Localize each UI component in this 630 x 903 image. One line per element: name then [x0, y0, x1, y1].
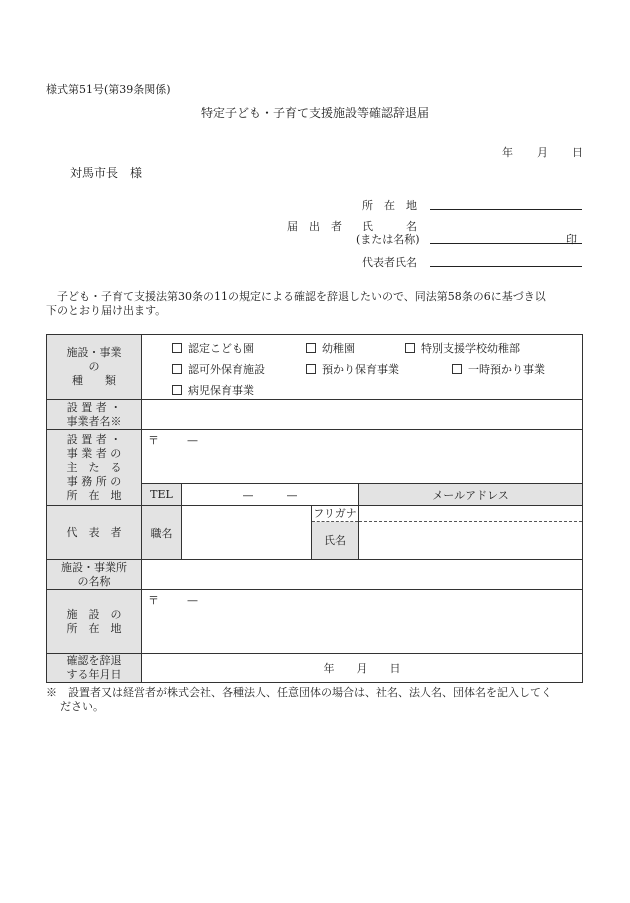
position-label: 職名	[142, 506, 182, 560]
office-address-label: 設 置 者 ・ 事 業 者 の 主 た る 事 務 所 の 所 在 地	[47, 430, 142, 506]
checkbox[interactable]	[306, 364, 316, 374]
applicant-address-label: 所 在 地	[362, 199, 417, 212]
rep-name-label: 氏名	[312, 522, 358, 559]
checkbox[interactable]	[172, 364, 182, 374]
office-address-field[interactable]	[142, 430, 583, 484]
checkbox[interactable]	[405, 343, 415, 353]
postal-dash: —	[187, 434, 198, 447]
withdraw-date-field[interactable]: 年 月 日	[142, 654, 583, 683]
date-month: 月	[537, 146, 548, 159]
applicant-group-label: 届 出 者	[287, 220, 342, 233]
facility-address-label: 施 設 の 所 在 地	[47, 590, 142, 654]
option-certified-kodomoen[interactable]: 認定こども園	[172, 340, 254, 356]
checkbox[interactable]	[306, 343, 316, 353]
body-text-line-1: 子ども・子育て支援法第30条の11の規定による確認を辞退したいので、同法第58条の6に基づき以	[46, 290, 546, 303]
establisher-name-label: 設 置 者 ・ 事業者名※	[47, 400, 142, 430]
option-special-support-kindergarten[interactable]: 特別支援学校幼稚部	[405, 340, 520, 356]
option-extended-care[interactable]: 預かり保育事業	[306, 361, 399, 377]
furigana-name-label-cell	[312, 506, 359, 560]
option-kindergarten[interactable]: 幼稚園	[306, 340, 355, 356]
option-temporary-care[interactable]: 一時預かり事業	[452, 361, 545, 377]
date-year: 年	[502, 146, 513, 159]
furigana-field[interactable]	[359, 506, 582, 522]
representative-label: 代表者氏名	[362, 256, 417, 269]
applicant-address-line[interactable]	[430, 209, 582, 210]
form-table	[46, 334, 583, 683]
tel-field[interactable]: — —	[182, 484, 359, 506]
addressee: 対馬市長 様	[70, 166, 143, 180]
furigana-label: フリガナ	[313, 507, 357, 520]
option-unlicensed-childcare[interactable]: 認可外保育施設	[172, 361, 265, 377]
checkbox[interactable]	[172, 343, 182, 353]
rep-name-field[interactable]	[359, 506, 583, 560]
representative-row-label: 代 表 者	[47, 506, 142, 560]
tel-label: TEL	[142, 484, 182, 506]
checkbox[interactable]	[452, 364, 462, 374]
option-sick-child-care[interactable]: 病児保育事業	[172, 382, 254, 398]
withdraw-date-label: 確認を辞退 する年月日	[47, 654, 142, 683]
postal-dash: —	[187, 594, 198, 607]
email-label: メールアドレス	[359, 484, 583, 506]
facility-type-label: 施設・事業 の 種 類	[47, 335, 142, 400]
footnote-line-2: ださい。	[60, 700, 104, 713]
form-number: 様式第51号(第39条関係)	[46, 83, 171, 96]
facility-name-label: 施設・事業所 の名称	[47, 560, 142, 590]
facility-name-field[interactable]	[142, 560, 583, 590]
representative-line[interactable]	[430, 266, 582, 267]
postal-mark: 〒	[148, 434, 159, 447]
body-text-line-2: 下のとおり届け出ます。	[46, 304, 167, 317]
facility-type-options	[142, 335, 583, 400]
applicant-name-line[interactable]	[430, 243, 582, 244]
footnote-line-1: ※ 設置者又は経営者が株式会社、各種法人、任意団体の場合は、社名、法人名、団体名を記入してく	[46, 686, 552, 699]
postal-mark: 〒	[148, 594, 159, 607]
seal-mark: 印	[566, 233, 577, 246]
applicant-name-label: 氏 名	[362, 220, 417, 233]
date-day: 日	[572, 146, 583, 159]
facility-address-field[interactable]	[142, 590, 583, 654]
establisher-name-field[interactable]	[142, 400, 583, 430]
position-field[interactable]	[182, 506, 312, 560]
name-field[interactable]	[359, 522, 582, 559]
checkbox[interactable]	[172, 385, 182, 395]
applicant-name-sub-label: (または名称)	[356, 233, 420, 246]
page-title: 特定子ども・子育て支援施設等確認辞退届	[200, 106, 429, 120]
